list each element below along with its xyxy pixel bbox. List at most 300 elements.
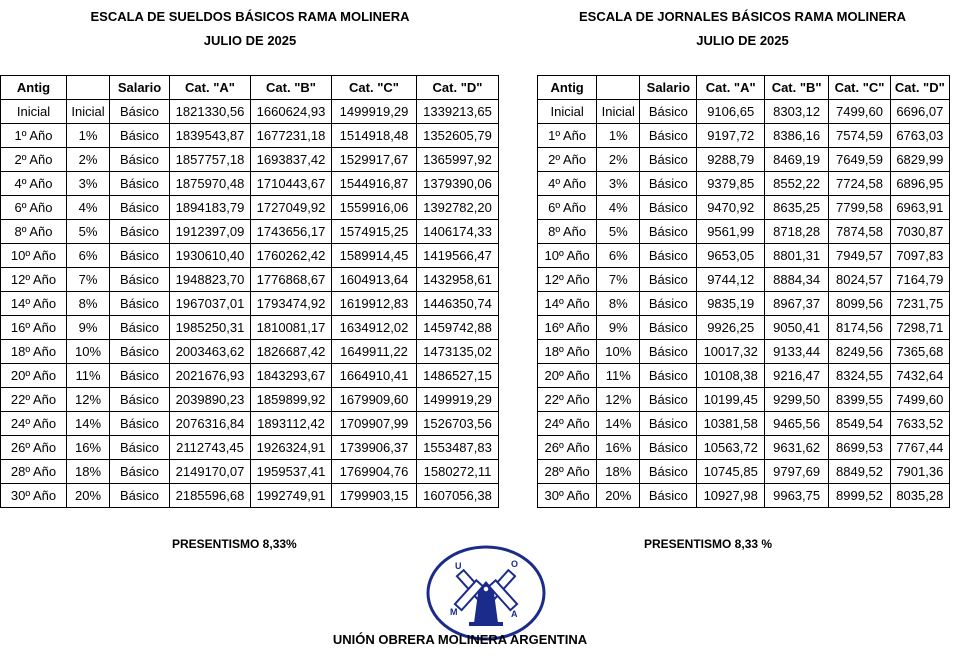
table-cell: 6829,99 bbox=[890, 148, 949, 172]
table-row bbox=[1, 100, 499, 124]
table-cell: 26º Año bbox=[538, 436, 597, 460]
table-cell: 9379,85 bbox=[697, 172, 764, 196]
table-cell: 1664910,41 bbox=[332, 364, 417, 388]
table-row bbox=[538, 292, 950, 316]
table-cell: 2% bbox=[67, 148, 110, 172]
table-cell: 2149170,07 bbox=[170, 460, 251, 484]
table-cell: 1930610,40 bbox=[170, 244, 251, 268]
table-cell: 7799,58 bbox=[829, 196, 890, 220]
table-cell: 8099,56 bbox=[829, 292, 890, 316]
table-cell: 8035,28 bbox=[890, 484, 949, 508]
table-row bbox=[1, 388, 499, 412]
table-cell: 1499919,29 bbox=[417, 388, 499, 412]
table-row bbox=[538, 460, 950, 484]
table-cell: 7% bbox=[597, 268, 640, 292]
table-cell: 1985250,31 bbox=[170, 316, 251, 340]
table-cell: 1826687,42 bbox=[251, 340, 332, 364]
table-cell: 20% bbox=[597, 484, 640, 508]
table-cell: Básico bbox=[110, 364, 170, 388]
table-cell: 8549,54 bbox=[829, 412, 890, 436]
table-cell: 30º Año bbox=[1, 484, 67, 508]
table-cell: 7365,68 bbox=[890, 340, 949, 364]
table-cell: 1893112,42 bbox=[251, 412, 332, 436]
table-cell: 1º Año bbox=[538, 124, 597, 148]
table-cell: 18% bbox=[597, 460, 640, 484]
table-cell: 1992749,91 bbox=[251, 484, 332, 508]
table-row bbox=[538, 484, 950, 508]
table-cell: 1776868,67 bbox=[251, 268, 332, 292]
column-header: Cat. "A" bbox=[697, 76, 764, 100]
table-cell: Básico bbox=[110, 412, 170, 436]
table-cell: 10745,85 bbox=[697, 460, 764, 484]
column-header: Antig bbox=[538, 76, 597, 100]
table-cell: 7097,83 bbox=[890, 244, 949, 268]
table-cell: Básico bbox=[110, 436, 170, 460]
table-cell: 20º Año bbox=[538, 364, 597, 388]
table-cell: Básico bbox=[640, 412, 697, 436]
table-cell: Básico bbox=[640, 484, 697, 508]
table-cell: 4% bbox=[597, 196, 640, 220]
table-cell: 9561,99 bbox=[697, 220, 764, 244]
table-cell: 8999,52 bbox=[829, 484, 890, 508]
table-cell: 1379390,06 bbox=[417, 172, 499, 196]
table-cell: 2º Año bbox=[1, 148, 67, 172]
table-cell: 26º Año bbox=[1, 436, 67, 460]
table-cell: 7901,36 bbox=[890, 460, 949, 484]
table-cell: 8386,16 bbox=[764, 124, 828, 148]
table-cell: 28º Año bbox=[538, 460, 597, 484]
table-cell: 1419566,47 bbox=[417, 244, 499, 268]
table-cell: 1607056,38 bbox=[417, 484, 499, 508]
table-cell: 10017,32 bbox=[697, 340, 764, 364]
table-row bbox=[1, 436, 499, 460]
table-row bbox=[538, 436, 950, 460]
table-cell: 1926324,91 bbox=[251, 436, 332, 460]
table-cell: 1679909,60 bbox=[332, 388, 417, 412]
table-row bbox=[538, 268, 950, 292]
table-cell: 8º Año bbox=[1, 220, 67, 244]
table-row bbox=[1, 364, 499, 388]
header-row bbox=[1, 76, 499, 100]
table-cell: 9106,65 bbox=[697, 100, 764, 124]
table-cell: 9744,12 bbox=[697, 268, 764, 292]
left-title: ESCALA DE SUELDOS BÁSICOS RAMA MOLINERA bbox=[90, 9, 410, 24]
table-cell: 10º Año bbox=[1, 244, 67, 268]
table-cell: Básico bbox=[640, 148, 697, 172]
column-header: Cat. "C" bbox=[829, 76, 890, 100]
left-presentismo: PRESENTISMO 8,33% bbox=[172, 537, 297, 551]
table-cell: Inicial bbox=[597, 100, 640, 124]
table-cell: 7767,44 bbox=[890, 436, 949, 460]
table-cell: 6763,03 bbox=[890, 124, 949, 148]
table-cell: 2112743,45 bbox=[170, 436, 251, 460]
logo-letter-u: U bbox=[455, 561, 462, 571]
table-cell: 1793474,92 bbox=[251, 292, 332, 316]
table-cell: 1799903,15 bbox=[332, 484, 417, 508]
table-cell: 1709907,99 bbox=[332, 412, 417, 436]
table-cell: 28º Año bbox=[1, 460, 67, 484]
table-cell: 10% bbox=[597, 340, 640, 364]
table-cell: 1710443,67 bbox=[251, 172, 332, 196]
table-cell: 1649911,22 bbox=[332, 340, 417, 364]
table-cell: 4% bbox=[67, 196, 110, 220]
table-cell: 12% bbox=[67, 388, 110, 412]
table-cell: 30º Año bbox=[538, 484, 597, 508]
table-cell: Básico bbox=[110, 340, 170, 364]
table-cell: 3% bbox=[67, 172, 110, 196]
column-header: Antig bbox=[1, 76, 67, 100]
table-cell: 10108,38 bbox=[697, 364, 764, 388]
table-cell: 9216,47 bbox=[764, 364, 828, 388]
table-cell: 1473135,02 bbox=[417, 340, 499, 364]
table-cell: 1446350,74 bbox=[417, 292, 499, 316]
table-cell: 1839543,87 bbox=[170, 124, 251, 148]
table-cell: 1810081,17 bbox=[251, 316, 332, 340]
column-header: Salario bbox=[110, 76, 170, 100]
table-row bbox=[538, 412, 950, 436]
table-cell: 9797,69 bbox=[764, 460, 828, 484]
table-cell: 6% bbox=[597, 244, 640, 268]
table-cell: 10563,72 bbox=[697, 436, 764, 460]
table-row bbox=[538, 172, 950, 196]
table-cell: 1727049,92 bbox=[251, 196, 332, 220]
table-row bbox=[1, 484, 499, 508]
logo-letter-o: O bbox=[511, 559, 519, 569]
table-cell: 9% bbox=[67, 316, 110, 340]
table-cell: 2021676,93 bbox=[170, 364, 251, 388]
table-cell: 7649,59 bbox=[829, 148, 890, 172]
table-cell: 6696,07 bbox=[890, 100, 949, 124]
table-cell: 9835,19 bbox=[697, 292, 764, 316]
table-cell: 14º Año bbox=[1, 292, 67, 316]
table-cell: 9288,79 bbox=[697, 148, 764, 172]
table-cell: 8º Año bbox=[538, 220, 597, 244]
table-cell: 1959537,41 bbox=[251, 460, 332, 484]
table-cell: 2% bbox=[597, 148, 640, 172]
table-cell: 8552,22 bbox=[764, 172, 828, 196]
table-cell: 1739906,37 bbox=[332, 436, 417, 460]
left-subtitle: JULIO DE 2025 bbox=[203, 33, 297, 48]
table-cell: 1544916,87 bbox=[332, 172, 417, 196]
table-cell: 1743656,17 bbox=[251, 220, 332, 244]
table-cell: 8718,28 bbox=[764, 220, 828, 244]
table-cell: 1574915,25 bbox=[332, 220, 417, 244]
table-cell: Básico bbox=[110, 100, 170, 124]
table-cell: 1760262,42 bbox=[251, 244, 332, 268]
table-cell: 1875970,48 bbox=[170, 172, 251, 196]
table-cell: 7724,58 bbox=[829, 172, 890, 196]
table-cell: 8399,55 bbox=[829, 388, 890, 412]
table-cell: 20º Año bbox=[1, 364, 67, 388]
table-cell: Básico bbox=[640, 244, 697, 268]
table-cell: Inicial bbox=[538, 100, 597, 124]
table-cell: 9197,72 bbox=[697, 124, 764, 148]
table-cell: 1660624,93 bbox=[251, 100, 332, 124]
logo-letter-m: M bbox=[450, 607, 458, 617]
sueldos-table bbox=[0, 75, 499, 508]
table-cell: Inicial bbox=[1, 100, 67, 124]
table-cell: 8884,34 bbox=[764, 268, 828, 292]
table-cell: 1514918,48 bbox=[332, 124, 417, 148]
table-cell: 1406174,33 bbox=[417, 220, 499, 244]
table-cell: 6963,91 bbox=[890, 196, 949, 220]
table-row bbox=[538, 100, 950, 124]
table-cell: Inicial bbox=[67, 100, 110, 124]
table-cell: 8% bbox=[67, 292, 110, 316]
table-cell: 18º Año bbox=[1, 340, 67, 364]
table-cell: 24º Año bbox=[1, 412, 67, 436]
table-cell: Básico bbox=[640, 316, 697, 340]
table-cell: 20% bbox=[67, 484, 110, 508]
table-cell: 16% bbox=[67, 436, 110, 460]
column-header: Cat. "C" bbox=[332, 76, 417, 100]
table-cell: 1604913,64 bbox=[332, 268, 417, 292]
windmill-icon bbox=[425, 543, 547, 643]
table-cell: Básico bbox=[110, 484, 170, 508]
table-cell: 14% bbox=[597, 412, 640, 436]
table-cell: 9050,41 bbox=[764, 316, 828, 340]
table-cell: 1499919,29 bbox=[332, 100, 417, 124]
table-cell: Básico bbox=[640, 388, 697, 412]
table-row bbox=[1, 316, 499, 340]
table-cell: 8469,19 bbox=[764, 148, 828, 172]
logo-letter-a: A bbox=[511, 609, 518, 619]
table-row bbox=[538, 388, 950, 412]
table-cell: 1589914,45 bbox=[332, 244, 417, 268]
table-cell: 8% bbox=[597, 292, 640, 316]
table-cell: 10199,45 bbox=[697, 388, 764, 412]
table-cell: 1948823,70 bbox=[170, 268, 251, 292]
table-cell: 1859899,92 bbox=[251, 388, 332, 412]
table-cell: 18% bbox=[67, 460, 110, 484]
table-cell: 1529917,67 bbox=[332, 148, 417, 172]
table-cell: 8024,57 bbox=[829, 268, 890, 292]
table-cell: 16º Año bbox=[1, 316, 67, 340]
table-cell: 1677231,18 bbox=[251, 124, 332, 148]
table-cell: 9631,62 bbox=[764, 436, 828, 460]
table-row bbox=[538, 196, 950, 220]
column-header bbox=[67, 76, 110, 100]
table-cell: 6% bbox=[67, 244, 110, 268]
table-cell: 10º Año bbox=[538, 244, 597, 268]
table-row bbox=[1, 244, 499, 268]
table-row bbox=[1, 268, 499, 292]
table-cell: 18º Año bbox=[538, 340, 597, 364]
table-cell: Básico bbox=[110, 292, 170, 316]
table-row bbox=[1, 340, 499, 364]
table-cell: 8324,55 bbox=[829, 364, 890, 388]
table-cell: 16% bbox=[597, 436, 640, 460]
table-cell: 7499,60 bbox=[890, 388, 949, 412]
table-cell: 5% bbox=[67, 220, 110, 244]
table-cell: Básico bbox=[640, 220, 697, 244]
table-cell: 1553487,83 bbox=[417, 436, 499, 460]
table-cell: 8303,12 bbox=[764, 100, 828, 124]
table-cell: 8801,31 bbox=[764, 244, 828, 268]
table-cell: 6896,95 bbox=[890, 172, 949, 196]
table-cell: 1619912,83 bbox=[332, 292, 417, 316]
column-header: Cat. "B" bbox=[764, 76, 828, 100]
table-cell: Básico bbox=[640, 124, 697, 148]
table-cell: Básico bbox=[110, 244, 170, 268]
table-cell: 1486527,15 bbox=[417, 364, 499, 388]
table-cell: 7164,79 bbox=[890, 268, 949, 292]
table-cell: 16º Año bbox=[538, 316, 597, 340]
table-cell: 11% bbox=[67, 364, 110, 388]
table-cell: 1634912,02 bbox=[332, 316, 417, 340]
table-row bbox=[538, 220, 950, 244]
table-cell: Básico bbox=[640, 364, 697, 388]
jornales-table bbox=[537, 75, 950, 508]
table-cell: 9963,75 bbox=[764, 484, 828, 508]
table-row bbox=[538, 316, 950, 340]
table-cell: 4º Año bbox=[1, 172, 67, 196]
table-cell: 9470,92 bbox=[697, 196, 764, 220]
right-title: ESCALA DE JORNALES BÁSICOS RAMA MOLINERA bbox=[579, 9, 906, 24]
right-subtitle: JULIO DE 2025 bbox=[696, 33, 789, 48]
table-cell: Básico bbox=[640, 292, 697, 316]
table-cell: 8635,25 bbox=[764, 196, 828, 220]
table-cell: 22º Año bbox=[538, 388, 597, 412]
table-cell: 2039890,23 bbox=[170, 388, 251, 412]
right-presentismo: PRESENTISMO 8,33 % bbox=[644, 537, 773, 551]
table-row bbox=[1, 172, 499, 196]
table-cell: 1580272,11 bbox=[417, 460, 499, 484]
table-cell: 9299,50 bbox=[764, 388, 828, 412]
table-cell: 7949,57 bbox=[829, 244, 890, 268]
table-cell: 10381,58 bbox=[697, 412, 764, 436]
table-cell: 1843293,67 bbox=[251, 364, 332, 388]
table-cell: 7633,52 bbox=[890, 412, 949, 436]
table-cell: Básico bbox=[640, 340, 697, 364]
table-cell: 1339213,65 bbox=[417, 100, 499, 124]
table-cell: 1352605,79 bbox=[417, 124, 499, 148]
table-cell: 7432,64 bbox=[890, 364, 949, 388]
table-cell: 1% bbox=[67, 124, 110, 148]
table-cell: Básico bbox=[640, 460, 697, 484]
table-cell: Básico bbox=[640, 172, 697, 196]
table-cell: 5% bbox=[597, 220, 640, 244]
table-cell: 1821330,56 bbox=[170, 100, 251, 124]
table-cell: 1769904,76 bbox=[332, 460, 417, 484]
table-cell: 3% bbox=[597, 172, 640, 196]
table-cell: Básico bbox=[640, 196, 697, 220]
table-row bbox=[1, 148, 499, 172]
table-cell: 12º Año bbox=[538, 268, 597, 292]
table-cell: 1857757,18 bbox=[170, 148, 251, 172]
table-cell: 14% bbox=[67, 412, 110, 436]
table-cell: 2185596,68 bbox=[170, 484, 251, 508]
table-cell: Básico bbox=[110, 124, 170, 148]
table-row bbox=[538, 124, 950, 148]
table-row bbox=[1, 124, 499, 148]
union-name: UNIÓN OBRERA MOLINERA ARGENTINA bbox=[332, 632, 588, 647]
table-cell: Básico bbox=[110, 148, 170, 172]
table-cell: 8849,52 bbox=[829, 460, 890, 484]
table-cell: 1º Año bbox=[1, 124, 67, 148]
table-row bbox=[538, 244, 950, 268]
column-header: Cat. "A" bbox=[170, 76, 251, 100]
table-cell: 1526703,56 bbox=[417, 412, 499, 436]
table-cell: 7874,58 bbox=[829, 220, 890, 244]
header-row bbox=[538, 76, 950, 100]
column-header: Cat. "D" bbox=[417, 76, 499, 100]
table-cell: 12% bbox=[597, 388, 640, 412]
table-row bbox=[538, 364, 950, 388]
table-row bbox=[1, 412, 499, 436]
table-cell: 2076316,84 bbox=[170, 412, 251, 436]
table-cell: 10% bbox=[67, 340, 110, 364]
table-row bbox=[538, 340, 950, 364]
table-cell: Básico bbox=[110, 316, 170, 340]
table-row bbox=[1, 220, 499, 244]
table-cell: 8249,56 bbox=[829, 340, 890, 364]
table-cell: Básico bbox=[640, 268, 697, 292]
table-cell: 1% bbox=[597, 124, 640, 148]
table-cell: 8967,37 bbox=[764, 292, 828, 316]
table-cell: 1693837,42 bbox=[251, 148, 332, 172]
table-cell: 2003463,62 bbox=[170, 340, 251, 364]
table-cell: Básico bbox=[640, 436, 697, 460]
table-cell: 1894183,79 bbox=[170, 196, 251, 220]
table-cell: 1912397,09 bbox=[170, 220, 251, 244]
table-cell: 1967037,01 bbox=[170, 292, 251, 316]
table-cell: 1432958,61 bbox=[417, 268, 499, 292]
table-cell: Básico bbox=[110, 196, 170, 220]
table-cell: 6º Año bbox=[1, 196, 67, 220]
table-cell: 7% bbox=[67, 268, 110, 292]
table-cell: Básico bbox=[110, 268, 170, 292]
table-cell: 7499,60 bbox=[829, 100, 890, 124]
table-cell: 9133,44 bbox=[764, 340, 828, 364]
table-cell: 12º Año bbox=[1, 268, 67, 292]
table-cell: Básico bbox=[110, 460, 170, 484]
table-cell: 4º Año bbox=[538, 172, 597, 196]
table-cell: 8174,56 bbox=[829, 316, 890, 340]
table-cell: 7231,75 bbox=[890, 292, 949, 316]
table-cell: 8699,53 bbox=[829, 436, 890, 460]
table-cell: 7574,59 bbox=[829, 124, 890, 148]
table-cell: 7030,87 bbox=[890, 220, 949, 244]
table-cell: Básico bbox=[110, 220, 170, 244]
table-cell: 9% bbox=[597, 316, 640, 340]
column-header bbox=[597, 76, 640, 100]
table-cell: 9926,25 bbox=[697, 316, 764, 340]
column-header: Salario bbox=[640, 76, 697, 100]
table-cell: 9465,56 bbox=[764, 412, 828, 436]
column-header: Cat. "D" bbox=[890, 76, 949, 100]
table-cell: 7298,71 bbox=[890, 316, 949, 340]
table-cell: 1392782,20 bbox=[417, 196, 499, 220]
table-cell: 10927,98 bbox=[697, 484, 764, 508]
table-cell: 6º Año bbox=[538, 196, 597, 220]
table-row bbox=[1, 460, 499, 484]
table-cell: 1559916,06 bbox=[332, 196, 417, 220]
table-cell: Básico bbox=[640, 100, 697, 124]
table-cell: 22º Año bbox=[1, 388, 67, 412]
table-cell: 11% bbox=[597, 364, 640, 388]
table-row bbox=[1, 196, 499, 220]
table-cell: 1459742,88 bbox=[417, 316, 499, 340]
table-cell: 1365997,92 bbox=[417, 148, 499, 172]
table-row bbox=[1, 292, 499, 316]
table-cell: 14º Año bbox=[538, 292, 597, 316]
table-cell: 2º Año bbox=[538, 148, 597, 172]
table-cell: Básico bbox=[110, 172, 170, 196]
table-cell: 9653,05 bbox=[697, 244, 764, 268]
column-header: Cat. "B" bbox=[251, 76, 332, 100]
table-cell: 24º Año bbox=[538, 412, 597, 436]
